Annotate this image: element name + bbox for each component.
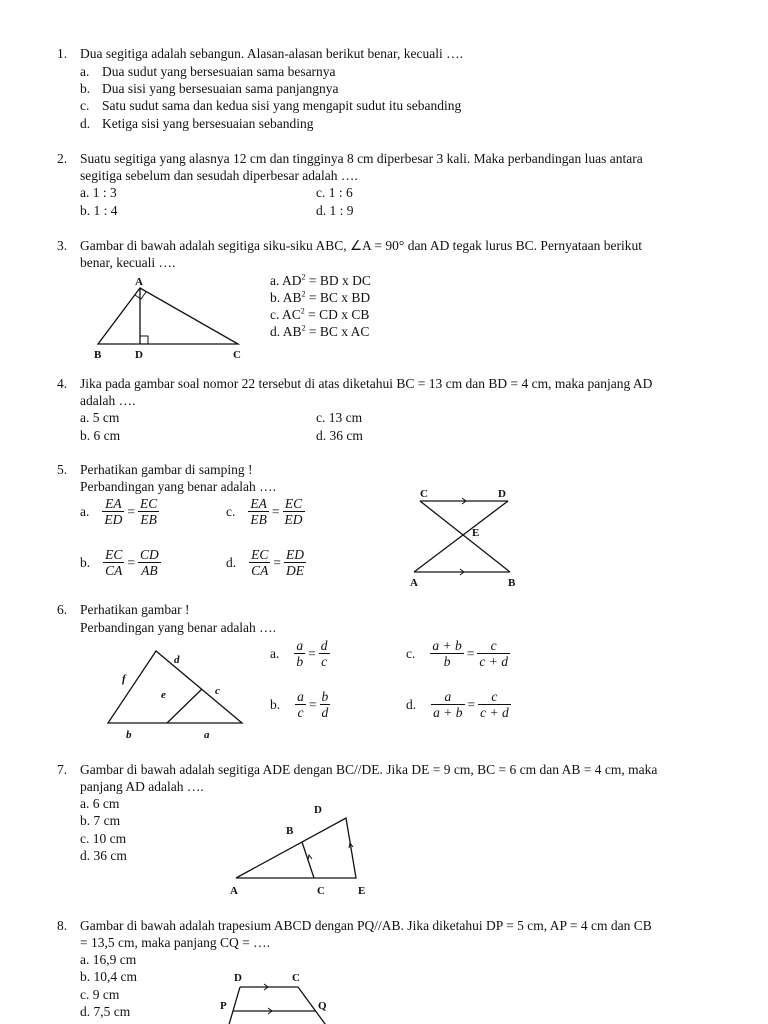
option-c: c. 13 cm [316,410,363,425]
option-a-text: Dua sudut yang bersesuaian sama besarnya [102,64,336,79]
option-c: c. 9 cm [80,987,120,1002]
vertex-e-label: E [358,885,366,897]
vertex-c-label: C [233,349,241,361]
hourglass-figure [404,486,522,592]
question-7-number: 7. [57,762,68,777]
side-a-label: a [204,729,210,741]
option-a-label: a. [80,64,90,79]
point-p-label: P [220,1000,227,1012]
question-8-number: 8. [57,918,68,933]
option-d: d. $\frac{a}{a + b}$ = $\frac{c}{c + d}$ [406,689,509,720]
triangle-figure [104,646,249,741]
question-1-text: Dua segitiga adalah sebangun. Alasan-alasan berikut benar, kecuali …. [80,46,463,61]
question-7-text-line2: panjang AD adalah …. [80,779,204,794]
question-5-number: 5. [57,462,68,477]
option-a: a. 6 cm [80,796,120,811]
vertex-c-label: C [292,972,300,984]
question-8-text-line1: Gambar di bawah adalah trapesium ABCD dengan PQ//AB. Jika diketahui DP = 5 cm, AP = 4 cm dan CB [80,918,652,933]
option-d-text: Ketiga sisi yang bersesuaian sebanding [102,116,314,131]
question-6-number: 6. [57,602,68,617]
option-a: a. 16,9 cm [80,952,137,967]
question-6-text-line2: Perbandingan yang benar adalah …. [80,620,277,635]
option-b-label: b. [80,81,91,96]
question-5-text-line1: Perhatikan gambar di samping ! [80,462,253,477]
option-d: d. 36 cm [80,848,127,863]
option-b: b. 10,4 cm [80,969,137,984]
vertex-d-label: D [135,349,143,361]
option-c: c. $\frac{EA}{EB}$ = $\frac{EC}{ED}$ [226,496,303,527]
question-2-text-line2: segitiga sebelum dan sesudah diperbesar adalah …. [80,168,358,183]
question-4-text-line1: Jika pada gambar soal nomor 22 tersebut di atas diketahui BC = 13 cm dan BD = 4 cm, maka panjang AD [80,376,653,391]
vertex-b-label: B [94,349,102,361]
right-triangle-figure [88,274,258,362]
option-c: c. $\frac{a + b}{b}$ = $\frac{c}{c + d}$ [406,638,508,669]
side-d-label: d [174,654,180,666]
question-3-text-line2: benar, kecuali …. [80,255,176,270]
vertex-d-label: D [498,488,506,500]
question-3-number: 3. [57,238,68,253]
option-b: b. $\frac{EC}{CA}$ = $\frac{CD}{AB}$ [80,547,159,578]
vertex-b-label: B [286,825,294,837]
option-b: b. 7 cm [80,813,121,828]
vertex-a-label: A [410,577,418,589]
option-c: c. 1 : 6 [316,185,353,200]
question-4-text-line2: adalah …. [80,393,136,408]
option-c: c. $AC^2$ = CD x CB [270,306,370,322]
question-2-text-line1: Suatu segitiga yang alasnya 12 cm dan tingginya 8 cm diperbesar 3 kali. Maka perbandingan luas antara [80,151,643,166]
option-d: d. 7,5 cm [80,1004,131,1019]
option-c-text: Satu sudut sama dan kedua sisi yang mengapit sudut itu sebanding [102,98,462,113]
vertex-d-label: D [314,804,322,816]
option-a: a. 5 cm [80,410,120,425]
option-d: d. 1 : 9 [316,203,354,218]
option-b: b. $\frac{a}{c}$ = $\frac{b}{d}$ [270,689,329,720]
option-a: a. $\frac{EA}{ED}$ = $\frac{EC}{EB}$ [80,496,158,527]
option-a: a. $AD^2$ = BD x DC [270,272,371,288]
question-3-text-line1: Gambar di bawah adalah segitiga siku-siku ABC, ∠A = 90° dan AD tegak lurus BC. Pernyataan berikut [80,238,643,253]
vertex-e-label: E [472,527,480,539]
vertex-a-label: A [135,276,143,288]
vertex-b-label: B [508,577,516,589]
question-7-text-line1: Gambar di bawah adalah segitiga ADE dengan BC//DE. Jika DE = 9 cm, BC = 6 cm dan AB = 4 cm, maka [80,762,658,777]
option-b-text: Dua sisi yang bersesuaian sama panjangnya [102,81,339,96]
option-b: b. 1 : 4 [80,203,118,218]
option-a: a. $\frac{a}{b}$ = $\frac{d}{c}$ [270,638,328,669]
vertex-a-label: A [230,885,238,897]
triangle-ade-figure [226,800,372,900]
option-d: d. $AB^2$ = BC x AC [270,323,370,339]
side-f-label: f [122,673,126,685]
option-d: d. 36 cm [316,428,363,443]
option-d-label: d. [80,116,91,131]
question-4-number: 4. [57,376,68,391]
question-5-text-line2: Perbandingan yang benar adalah …. [80,479,277,494]
question-8-text-line2: = 13,5 cm, maka panjang CQ = …. [80,935,270,950]
vertex-c-label: C [420,488,428,500]
side-c-label: c [215,685,220,697]
option-b: b. $AB^2$ = BC x BD [270,289,371,305]
option-d: d. $\frac{EC}{CA}$ = $\frac{ED}{DE}$ [226,547,305,578]
option-c-label: c. [80,98,90,113]
vertex-c-label: C [317,885,325,897]
question-2-number: 2. [57,151,68,166]
side-b-label: b [126,729,132,741]
option-c: c. 10 cm [80,831,127,846]
vertex-d-label: D [234,972,242,984]
question-1-number: 1. [57,46,68,61]
option-b: b. 6 cm [80,428,121,443]
segment-e-label: e [161,689,166,701]
point-q-label: Q [318,1000,327,1012]
option-a: a. 1 : 3 [80,185,117,200]
trapezoid-figure [214,968,344,1024]
question-6-text-line1: Perhatikan gambar ! [80,602,190,617]
